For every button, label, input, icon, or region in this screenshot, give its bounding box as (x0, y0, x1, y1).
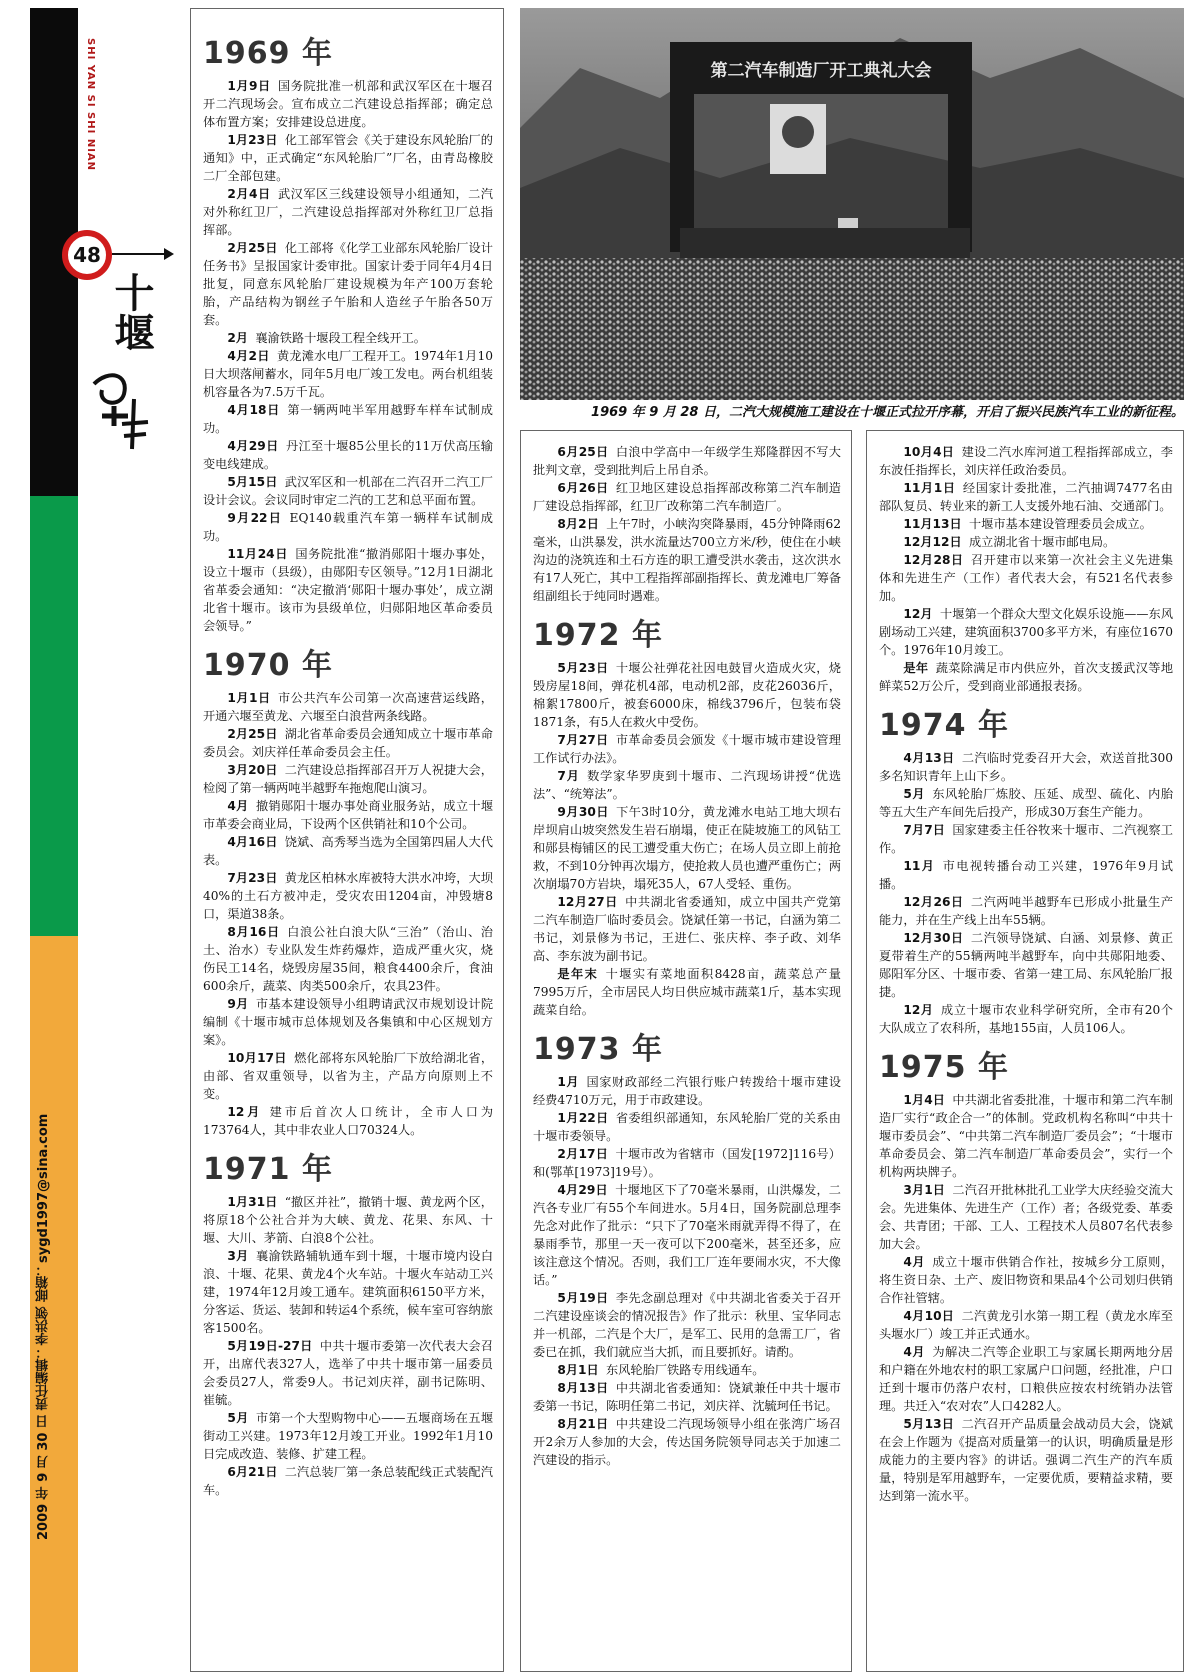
entry-text: 二汽两吨半越野车已形成小批量生产能力，并在生产线上出车55辆。 (879, 895, 1174, 927)
timeline-entry (203, 239, 493, 329)
timeline-entry (533, 1415, 841, 1469)
entry-text: 武汉军区三线建设领导小组通知，二汽对外称红卫厂，二汽建设总指挥部对外称红卫厂总指挥部。 (203, 187, 493, 237)
entry-date: 5月13日 (903, 1417, 955, 1431)
entry-text: 十堰公社弹花社因电鼓冒火造成火灾，烧毁房屋18间，弹花机4部，电动机2部，皮花26036斤，棉絮17800斤，被套6000床，棉线3796斤，包装布袋1871条，有5人在救火中受伤。 (533, 661, 841, 729)
timeline-entry (533, 515, 841, 605)
entry-date: 12月27日 (557, 895, 618, 909)
entry-date: 2月17日 (557, 1147, 609, 1161)
entry-text: 十堰地区下了70毫米暴雨，山洪爆发，二汽各专业厂有55个车间进水。5月4日，国务院副总理李先念对此作了批示：“只下了70毫米雨就弄得不得了，在暴雨季节，那里一天一夜可以下200毫米，甚至还多，应该注意这个情况。否则，我们工厂连年要闹水灾，不大像话。” (533, 1183, 841, 1287)
entry-text: 襄渝铁路辅轨通车到十堰，十堰市境内设白浪、十堰、花果、黄龙4个火车站。十堰火车站动工兴建，1974年12月竣工通车。建筑面积6150平方米，分客运、货运、装卸和转运4个系统，候车室可容纳旅客1500名。 (203, 1249, 494, 1335)
timeline-entry (879, 749, 1173, 785)
entry-date: 5月 (227, 1411, 249, 1425)
timeline-entry (533, 1109, 841, 1145)
timeline-entry (879, 551, 1173, 605)
entry-text: 二汽召开批林批孔工业学大庆经验交流大会。先进集体、先进生产（工作）者；各级党委、革委会、共青团；干部、工人、工程技术人员807名代表参加大会。 (879, 1183, 1173, 1251)
timeline-entry (533, 731, 841, 767)
entry-text: 国务院批准一机部和武汉军区在十堰召开二汽现场会。宣布成立二汽建设总指挥部；确定总体布置方案；安排建设总进度。 (203, 79, 493, 129)
entry-date: 8月1日 (557, 1363, 599, 1377)
entry-text: 十堰实有菜地面积8428亩，蔬菜总产量7995万斤，全市居民人均日供应城市蔬菜1斤，基本实现蔬菜自给。 (533, 967, 841, 1017)
timeline-entry (203, 329, 493, 347)
timeline-entry (879, 1253, 1173, 1307)
entry-date: 1月 (557, 1075, 580, 1089)
timeline-column-1 (190, 8, 504, 1672)
timeline-entry (533, 1181, 841, 1289)
entry-text: 白浪中学高中一年级学生郑隆群因不写大批判文章，受到批判后上吊自杀。 (533, 445, 841, 477)
entry-date: 11月13日 (903, 517, 962, 531)
entry-text: 市公共汽车公司第一次高速营运线路，开通六堰至黄龙、六堰至白浪营两条线路。 (203, 691, 493, 723)
timeline-entry (533, 767, 841, 803)
timeline-entry (203, 131, 493, 185)
timeline-entry (203, 401, 493, 437)
entry-date: 1月31日 (227, 1195, 278, 1209)
entry-text: 饶斌、高秀琴当选为全国第四届人大代表。 (203, 835, 493, 867)
timeline-entry (203, 923, 493, 995)
timeline-entry (879, 1343, 1173, 1415)
timeline-entry (533, 803, 841, 893)
timeline-entry (533, 479, 841, 515)
entry-text: 东风轮胎厂炼胶、压延、成型、硫化、内胎等五大生产车间先后投产，形成30万套生产能力。 (879, 787, 1174, 819)
timeline-entry (203, 473, 493, 509)
entry-date: 9月30日 (557, 805, 609, 819)
timeline-entry (879, 785, 1173, 821)
entry-date: 6月26日 (557, 481, 609, 495)
year-heading: 1971 年 (203, 1152, 333, 1187)
entry-text: 东风轮胎厂铁路专用线通车。 (606, 1363, 765, 1377)
entry-text: 市基本建设领导小组聘请武汉市规划设计院编制《十堰市城市总体规划及各集镇和中心区规划方案》。 (203, 997, 494, 1047)
timeline-entry (203, 995, 493, 1049)
entry-text: 第一辆两吨半军用越野车样车试制成功。 (203, 403, 493, 435)
entry-text: 二汽建设总指挥部召开万人祝捷大会，检阅了第一辆两吨半越野车拖炮爬山演习。 (203, 763, 493, 795)
entry-text: 成立十堰市农业科学研究所，全市有20个大队成立了农科所，基地155亩，人员106人。 (879, 1003, 1173, 1035)
entry-date: 4月10日 (903, 1309, 955, 1323)
entry-date: 10月17日 (227, 1051, 287, 1065)
timeline-entry (203, 77, 493, 131)
entry-text: 中共十堰市委第一次代表大会召开，出席代表327人，选举了中共十堰市第一届委员会委员27人，常委9人。书记刘庆祥，副书记陈明、崔毓。 (203, 1339, 493, 1407)
entry-date: 12月 (227, 1105, 263, 1119)
timeline-entry (879, 929, 1173, 1001)
year-heading: 1969 年 (203, 36, 333, 71)
entry-text: 市第一个大型购物中心——五堰商场在五堰街动工兴建。1973年12月竣工开业。1992年1月10日完成改造、装修、扩建工程。 (203, 1411, 494, 1461)
timeline-entry (879, 857, 1173, 893)
entry-text: 为解决二汽等企业职工与家属长期两地分居和户籍在外地农村的职工家属户口问题，经批准，户口迁到十堰市仍落户农村，口粮供应按农村统销办法管理。共迁入“农对农”人口4282人。 (879, 1345, 1174, 1413)
entry-date: 12月26日 (903, 895, 964, 909)
entry-date: 8月2日 (557, 517, 599, 531)
timeline-entry (533, 659, 841, 731)
entry-date: 4月13日 (903, 751, 955, 765)
timeline-entry (203, 725, 493, 761)
entry-date: 5月15日 (227, 475, 278, 489)
sidebar-band-green (30, 496, 78, 936)
entry-text: 市革命委员会颁发《十堰市城市建设管理工作试行办法》。 (533, 733, 841, 765)
timeline-entry (879, 893, 1173, 929)
timeline-entry (203, 347, 493, 401)
entry-date: 4月 (903, 1345, 926, 1359)
entry-date: 4月18日 (227, 403, 281, 417)
page-arrow-icon (112, 253, 172, 255)
timeline-entry (203, 869, 493, 923)
entry-text: 二汽召开产品质量会战动员大会，饶斌在会上作题为《提高对质量第一的认识，明确质量是形成能力的主要内容》的讲话。强调二汽生产的汽车质量，特别是军用越野车，一定要优质，要精益求精，要达到第一流水平。 (879, 1417, 1173, 1503)
entry-text: 省委组织部通知，东风轮胎厂党的关系由十堰市委领导。 (533, 1111, 841, 1143)
entry-date: 是年 (903, 661, 929, 675)
entry-date: 6月25日 (557, 445, 609, 459)
entry-text: 十堰市改为省辖市（国发[1972]116号）和(鄂革[1973]19号）。 (533, 1147, 841, 1179)
entry-date: 12月 (903, 1003, 934, 1017)
timeline-column-3 (866, 430, 1184, 1672)
entry-date: 2月25日 (227, 727, 278, 741)
entry-text: 成立十堰市供销合作社，按城乡分工原则，将生资日杂、土产、废旧物资和果品4个公司划归供销合作社管辖。 (879, 1255, 1174, 1305)
entry-text: 李先念副总理对《中共湖北省委关于召开二汽建设座谈会的情况报告》作了批示：秋里、宝华同志并一机部，二汽是个大厂，是军工、民用的急需工厂，省委已在抓，我们就应当大抓，而且要抓好。请酌。 (533, 1291, 841, 1359)
timeline-entry (203, 509, 493, 545)
entry-date: 5月19日 (557, 1291, 609, 1305)
entry-text: 化工部军管会《关于建设东风轮胎厂的通知》中，正式确定“东风轮胎厂”厂名，由青岛橡胶二厂全部包建。 (203, 133, 493, 183)
timeline-entry (879, 1181, 1173, 1253)
entry-text: 上午7时，小峡沟突降暴雨，45分钟降雨62毫米，山洪暴发，洪水流量达700立方米/秒，使住在小峡沟边的浇筑连和土石方连的职工遭受洪水袭击，这次洪水有17人死亡，其中工程指挥部副指挥长、黄龙滩电厂筹备组副组长于纯同时遇难。 (533, 517, 842, 603)
year-heading: 1973 年 (533, 1032, 663, 1067)
entry-text: 国家建委主任谷牧来十堰市、二汽视察工作。 (879, 823, 1173, 855)
entry-date: 2月 (227, 331, 249, 345)
timeline-entry (203, 1193, 493, 1247)
footer-editor-line: 2009 年 9 月 30 日 责任编辑：李洪领 邮箱：sygd1997@sina.com (36, 1113, 51, 1540)
entry-date: 11月24日 (227, 547, 288, 561)
entry-date: 1月4日 (903, 1093, 946, 1107)
entry-date: 5月 (903, 787, 926, 801)
timeline-entry (203, 1049, 493, 1103)
entry-text: 燃化部将东风轮胎厂下放给湖北省，由部、省双重领导，以省为主，产品方向原则上不变。 (203, 1051, 494, 1101)
entry-text: 国务院批准“撤消郧阳十堰办事处，设立十堰市（县级），由郧阳专区领导。”12月1日湖北省革委会通知：“决定撤消‘郧阳十堰办事处’，成立湖北省十堰市。该市为县级单位，归郧阳地区革命委员会领导。” (203, 547, 494, 633)
entry-text: 十堰第一个群众大型文化娱乐设施——东风剧场动工兴建，建筑面积3700多平方米，有座位1670个。1976年10月竣工。 (879, 607, 1174, 657)
entry-date: 12月12日 (903, 535, 962, 549)
timeline-entry (879, 821, 1173, 857)
entry-date: 8月13日 (557, 1381, 609, 1395)
entry-date: 4月29日 (557, 1183, 608, 1197)
timeline-entry (203, 1247, 493, 1337)
entry-date: 9月 (227, 997, 249, 1011)
entry-text: 十堰市基本建设管理委员会成立。 (969, 517, 1152, 531)
entry-date: 7月 (557, 769, 580, 783)
timeline-entry (879, 479, 1173, 515)
entry-text: 经国家计委批准，二汽抽调7477名由部队复员、转业来的新工人支援外地石油、交通部门。 (879, 481, 1173, 513)
timeline-entry (203, 1463, 493, 1499)
entry-text: 下午3时10分，黄龙滩水电站工地大坝右岸坝肩山坡突然发生岩石崩塌，使正在陡坡施工的风钻工和郧县梅铺区的民工遭受重大伤亡；在场人员立即上前抢救，不到10分钟再次塌方，使抢救人员也遭严重伤亡；两次崩塌70方岩块，塌死35人，67人受轻、重伤。 (533, 805, 842, 891)
entry-text: 二汽领导饶斌、白涵、刘景修、黄正夏带着生产的55辆两吨半越野车，向中共郧阳地委、郧阳军分区、十堰市委、省第一建工局、东风轮胎厂报捷。 (879, 931, 1174, 999)
entry-text: 湖北省革命委员会通知成立十堰市革命委员会。刘庆祥任革命委员会主任。 (203, 727, 493, 759)
entry-date: 9月22日 (227, 511, 283, 525)
entry-date: 12月30日 (903, 931, 964, 945)
entry-text: 成立湖北省十堰市邮电局。 (969, 535, 1116, 549)
entry-date: 5月19日-27日 (227, 1339, 313, 1353)
entry-date: 12月28日 (903, 553, 964, 567)
year-heading: 1972 年 (533, 618, 663, 653)
timeline-entry (203, 1337, 493, 1409)
entry-text: 红卫地区建设总指挥部改称第二汽车制造厂建设总指挥部，红卫厂改称第二汽车制造厂。 (533, 481, 841, 513)
entry-date: 8月16日 (227, 925, 280, 939)
timeline-entry (879, 533, 1173, 551)
entry-text: 二汽总装厂第一条总装配线正式装配汽车。 (203, 1465, 493, 1497)
entry-text: 数学家华罗庚到十堰市、二汽现场讲授“优选法”、“统筹法”。 (533, 769, 842, 801)
entry-text: 蔬菜除满足市内供应外，首次支援武汉等地鲜菜52万公斤，受到商业部通报表扬。 (879, 661, 1174, 693)
entry-date: 7月23日 (227, 871, 278, 885)
timeline-entry (203, 545, 493, 635)
timeline-entry (533, 965, 841, 1019)
entry-date: 3月20日 (227, 763, 278, 777)
entry-text: 中共湖北省委通知，成立中国共产党第二汽车制造厂临时委员会。饶斌任第一书记，白涵为第二书记，刘景修为书记，王进仁、张庆梓、李子政、刘华高、李东波为副书记。 (533, 895, 842, 963)
entry-date: 5月23日 (557, 661, 609, 675)
entry-date: 4月29日 (227, 439, 279, 453)
entry-date: 3月 (227, 1249, 249, 1263)
entry-text: “撤区并社”，撤销十堰、黄龙两个区，将原18个公社合并为大峡、黄龙、花果、东风、十堰、大川、茅箭、白浪8个公社。 (203, 1195, 493, 1245)
timeline-entry (203, 761, 493, 797)
entry-text: 中共建设二汽现场领导小组在张湾广场召开2余万人参加的大会，传达国务院领导同志关于加速二汽建设的指示。 (533, 1417, 841, 1467)
entry-text: 国家财政部经二汽银行账户转拨给十堰市建设经费4710万元，用于市政建设。 (533, 1075, 842, 1107)
timeline-entry (879, 659, 1173, 695)
timeline-entry (879, 605, 1173, 659)
entry-text: 市电视转播台动工兴建，1976年9月试播。 (879, 859, 1173, 891)
timeline-entry (879, 515, 1173, 533)
timeline-entry (879, 1091, 1173, 1181)
year-heading: 1970 年 (203, 648, 333, 683)
entry-date: 4月 (227, 799, 249, 813)
column-masthead: 十堰 (108, 272, 154, 352)
entry-text: 化工部将《化学工业部东风轮胎厂设计任务书》呈报国家计委审批。国家计委于同年4月4日批复，同意东风轮胎厂建设规模为年产100万套轮胎，产品结构为钢丝子午胎和人造丝子午胎各50万套。 (203, 241, 493, 327)
year-heading: 1975 年 (879, 1050, 1009, 1085)
photo-caption: 1969 年 9 月 28 日，二汽大规模施工建设在十堰正式拉开序幕，开启了振兴民族汽车工业的新征程。 (591, 405, 1184, 420)
entry-date: 1月9日 (227, 79, 271, 93)
column-romanization: SHI YAN SI SHI NIAN (85, 38, 96, 172)
entry-date: 是年末 (557, 967, 599, 981)
timeline-entry (203, 1409, 493, 1463)
entry-date: 1月22日 (557, 1111, 609, 1125)
entry-text: 撤销郧阳十堰办事处商业服务站，成立十堰市革委会商业局，下设两个区供销社和10个公司。 (203, 799, 494, 831)
entry-date: 2月4日 (227, 187, 271, 201)
entry-date: 8月21日 (557, 1417, 609, 1431)
entry-date: 11月 (903, 859, 936, 873)
entry-text: 襄渝铁路十堰段工程全线开工。 (255, 331, 426, 345)
forty-years-calligraphy-logo (84, 364, 154, 454)
timeline-entry (203, 185, 493, 239)
entry-date: 4月 (903, 1255, 926, 1269)
timeline-column-2 (520, 430, 852, 1672)
timeline-entry (203, 689, 493, 725)
entry-date: 2月25日 (227, 241, 278, 255)
entry-date: 10月4日 (903, 445, 955, 459)
entry-text: 丹江至十堰85公里长的11万伏高压输变电线建成。 (203, 439, 493, 471)
entry-text: 建市后首次人口统计，全市人口为173764人，其中非农业人口70324人。 (203, 1105, 494, 1137)
entry-text: 白浪公社白浪大队“三治”（治山、治土、治水）专业队发生炸药爆炸，造成严重火灾，烧伤民工14名，烧毁房屋35间，粮食4400余斤，食油600余斤，蔬菜、肉类500余斤，农具23件。 (203, 925, 493, 993)
page-number-badge: 48 (62, 230, 112, 280)
photo-banner-text: 第二汽车制造厂开工典礼大会 (710, 61, 932, 81)
entry-text: 黄龙滩水电厂工程开工。1974年1月10日大坝落闸蓄水，同年5月电厂竣工发电。两台机组装机容量各为7.5万千瓦。 (203, 349, 493, 399)
entry-date: 6月21日 (227, 1465, 278, 1479)
entry-text: EQ140载重汽车第一辆样车试制成功。 (203, 511, 493, 543)
ceremony-photo (520, 8, 1184, 400)
entry-text: 召开建市以来第一次社会主义先进集体和先进生产（工作）者代表大会，有521名代表参加。 (879, 553, 1174, 603)
entry-text: 武汉军区和一机部在二汽召开二汽工厂设计会议。会议同时审定二汽的工艺和总平面布置。 (203, 475, 493, 507)
entry-date: 3月1日 (903, 1183, 946, 1197)
entry-date: 11月1日 (903, 481, 956, 495)
entry-date: 7月27日 (557, 733, 609, 747)
timeline-entry (533, 1073, 841, 1109)
entry-text: 建设二汽水库河道工程指挥部成立，李东波任指挥长，刘庆祥任政治委员。 (879, 445, 1173, 477)
timeline-entry (533, 443, 841, 479)
entry-date: 1月1日 (227, 691, 271, 705)
timeline-entry (203, 1103, 493, 1139)
entry-date: 7月7日 (903, 823, 946, 837)
entry-text: 黄龙区柏林水库被特大洪水冲垮，大坝40%的土石方被冲走，受灾农田1204亩，冲毁塘8口，渠道38条。 (203, 871, 493, 921)
entry-text: 中共湖北省委批准，十堰市和第二汽车制造厂实行“政企合一”的体制。党政机构名称叫“中共十堰市委员会”、“中共第二汽车制造厂委员会”；“十堰市革命委员会、第二汽车制造厂革命委员会”，实行一个机构两块牌子。 (879, 1093, 1173, 1179)
entry-text: 中共湖北省委通知：饶斌兼任中共十堰市委第一书记，陈明任第二书记，刘庆祥、沈毓珂任书记。 (533, 1381, 841, 1413)
timeline-entry (533, 1361, 841, 1379)
timeline-entry (879, 1001, 1173, 1037)
timeline-entry (533, 1145, 841, 1181)
entry-text: 二汽临时党委召开大会，欢送首批300多名知识青年上山下乡。 (879, 751, 1173, 783)
timeline-entry (533, 1289, 841, 1361)
year-heading: 1974 年 (879, 708, 1009, 743)
timeline-entry (203, 437, 493, 473)
timeline-entry (879, 1415, 1173, 1505)
timeline-entry (533, 893, 841, 965)
entry-date: 4月2日 (227, 349, 270, 363)
entry-text: 二汽黄龙引水第一期工程（黄龙水库至头堰水厂）竣工并正式通水。 (879, 1309, 1173, 1341)
entry-date: 12月 (903, 607, 933, 621)
entry-date: 1月23日 (227, 133, 278, 147)
timeline-entry (879, 443, 1173, 479)
timeline-entry (203, 797, 493, 833)
timeline-entry (203, 833, 493, 869)
timeline-entry (533, 1379, 841, 1415)
timeline-entry (879, 1307, 1173, 1343)
entry-date: 4月16日 (227, 835, 278, 849)
